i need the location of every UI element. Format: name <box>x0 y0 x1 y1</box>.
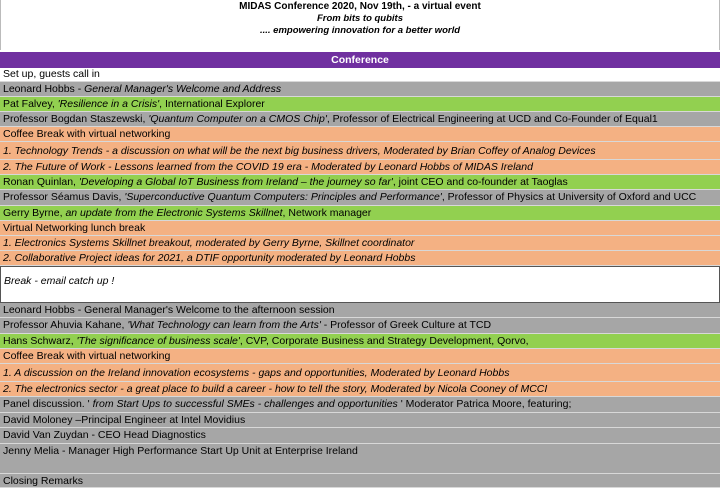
agenda-row <box>0 349 720 364</box>
agenda-row <box>0 236 720 251</box>
agenda-row <box>0 206 720 221</box>
row-text: , joint CEO and co-founder at Taoglas <box>392 176 568 188</box>
row-text: 2. The Future of Work - Lessons learned from the COVID 19 era - Moderated by Leonard Hobbs of MIDAS Ireland <box>3 161 533 173</box>
row-text: , International Explorer <box>159 98 265 110</box>
row-text: Coffee Break with virtual networking <box>3 350 171 362</box>
agenda-row <box>0 175 720 190</box>
row-text: Professor Ahuvia Kahane, <box>3 319 128 331</box>
agenda-row <box>0 160 720 175</box>
row-text: 1. A discussion on the Ireland innovation ecosystems - gaps and opportunities, Moderated by Leonard Hobbs <box>3 367 510 379</box>
row-text: Professor Séamus Davis, <box>3 191 125 203</box>
agenda-row <box>0 413 720 428</box>
agenda-row <box>0 303 720 318</box>
row-text: Pat Falvey, <box>3 98 58 110</box>
event-tagline-1: From bits to qubits <box>316 13 404 24</box>
row-text-italic: 'Resilience in a Crisis' <box>57 98 160 110</box>
row-text: , CVP, Corporate Business and Strategy Development, Qorvo, <box>239 335 529 347</box>
row-text: Professor Bogdan Staszewski, <box>3 113 149 125</box>
row-text: 1. Technology Trends - a discussion on what will be the next big business drivers, Moderated by Brian Coffey of Analog Devices <box>3 145 596 157</box>
row-text: 2. Collaborative Project ideas for 2021, a DTIF opportunity moderated by Leonard Hobbs <box>3 252 416 264</box>
row-text: , Professor of Physics at University of Oxford and UCC <box>441 191 697 203</box>
agenda-row <box>0 428 720 444</box>
row-text: Jenny Melia - Manager High Performance Start Up Unit at Enterprise Ireland <box>3 445 358 457</box>
agenda-row <box>0 190 720 206</box>
agenda-row <box>0 318 720 334</box>
row-text: Hans Schwarz, <box>3 335 77 347</box>
row-text-italic: 'Developing a Global IoT Business from Ireland – the journey so far' <box>78 176 393 188</box>
row-text: Closing Remarks <box>3 475 83 487</box>
row-text: - Professor of Greek Culture at TCD <box>320 319 492 331</box>
row-text: Leonard Hobbs - General Manager's Welcome to the afternoon session <box>3 304 335 316</box>
row-text-italic: 'The significance of business scale' <box>76 335 240 347</box>
row-text: Panel discussion. ' <box>3 398 93 410</box>
row-text-italic: 'Quantum Computer on a CMOS Chip' <box>148 113 327 125</box>
row-text: Break - email catch up ! <box>4 275 115 287</box>
row-text-italic: 'What Technology can learn from the Arts' <box>127 319 321 331</box>
row-text: Set up, guests call in <box>3 68 100 80</box>
row-text: David Van Zuydan - CEO Head Diagnostics <box>3 429 206 441</box>
row-text: Virtual Networking lunch break <box>3 222 146 234</box>
agenda-row <box>0 68 720 82</box>
row-text-italic: from Start Ups to successful SMEs - challenges and opportunities <box>92 398 398 410</box>
row-text: , Professor of Electrical Engineering at UCD and Co-Founder of Equal1 <box>326 113 658 125</box>
row-text: Coffee Break with virtual networking <box>3 128 171 140</box>
row-text: Gerry Byrne, <box>3 207 66 219</box>
agenda-row <box>0 112 720 127</box>
agenda-row <box>0 251 720 266</box>
event-title: MIDAS Conference 2020, Nov 19th, - a virtual event <box>239 1 481 12</box>
agenda-row <box>0 397 720 413</box>
agenda-row <box>0 82 720 97</box>
row-text: Leonard Hobbs - <box>3 83 85 95</box>
row-text: ' Moderator Patrica Moore, featuring; <box>397 398 572 410</box>
agenda-row <box>0 97 720 112</box>
row-text: 2. The electronics sector - a great place to build a career - how to tell the story, Moderated by Nicola Cooney of MCCI <box>3 383 548 395</box>
row-text: , Network manager <box>282 207 372 219</box>
agenda-row <box>0 474 720 488</box>
agenda-row <box>0 142 720 160</box>
event-tagline-2: .... empowering innovation for a better world <box>259 25 461 36</box>
row-text: 1. Electronics Systems Skillnet breakout, moderated by Gerry Byrne, Skillnet coordinator <box>3 237 415 249</box>
agenda-table <box>0 68 720 488</box>
agenda-row <box>0 221 720 236</box>
agenda-row-break <box>0 266 720 303</box>
agenda-row <box>0 334 720 349</box>
agenda-row <box>0 382 720 397</box>
row-text: Ronan Quinlan, <box>3 176 79 188</box>
agenda-row <box>0 364 720 382</box>
agenda-header <box>0 0 720 50</box>
row-text-italic: an update from the Electronic Systems Skillnet <box>65 207 283 219</box>
row-text-italic: 'Superconductive Quantum Computers: Principles and Performance' <box>124 191 442 203</box>
agenda-row <box>0 127 720 142</box>
section-banner: Conference <box>0 52 720 68</box>
row-text: David Moloney –Principal Engineer at Intel Movidius <box>3 414 246 426</box>
row-text-italic: General Manager's Welcome and Address <box>84 83 282 95</box>
agenda-row <box>0 444 720 474</box>
